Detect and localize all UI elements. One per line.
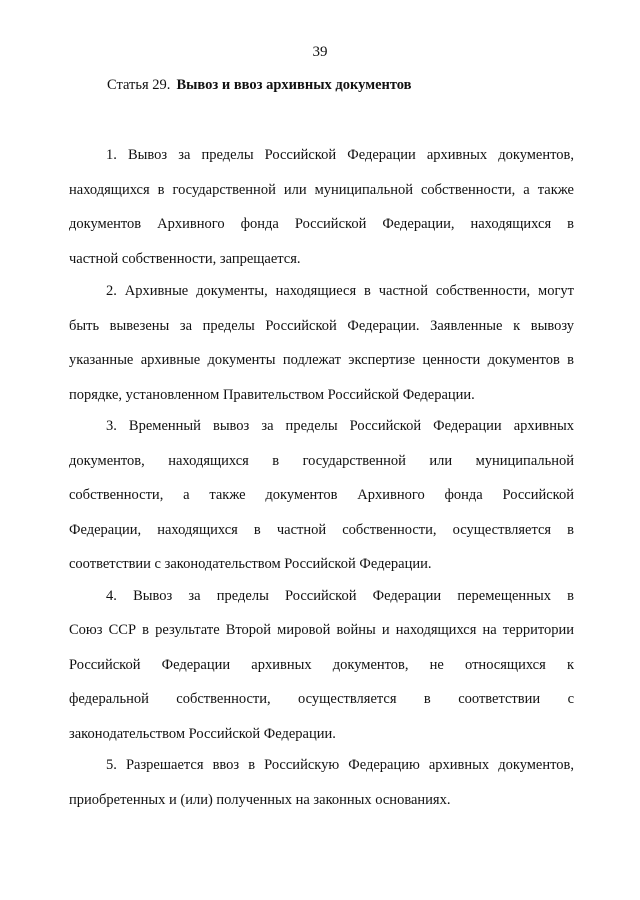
paragraph-3 <box>69 409 574 582</box>
paragraph-line: приобретенных и (или) полученных на законных основаниях. <box>69 791 451 808</box>
paragraph-line: 1. Вывоз за пределы Российской Федерации архивных документов, <box>106 147 574 163</box>
paragraph-line: 3. Временный вывоз за пределы Российской Федерации архивных <box>106 418 574 434</box>
paragraph-line: федеральной собственности, осуществляется в соответствии с <box>69 691 574 707</box>
paragraph-line: находящихся в государственной или муниципальной собственности, а также <box>69 181 574 198</box>
paragraph-line: Российской Федерации архивных документов, не относящихся к <box>69 656 574 673</box>
paragraph-1 <box>69 138 574 276</box>
paragraph-line: указанные архивные документы подлежат экспертизе ценности документов в <box>69 352 574 368</box>
paragraph-4 <box>69 579 574 752</box>
paragraph-line: 2. Архивные документы, находящиеся в частной собственности, могут <box>106 283 574 299</box>
paragraph-line: Федерации, находящихся в частной собственности, осуществляется в <box>69 521 574 538</box>
article-title: Вывоз и ввоз архивных документов <box>176 77 412 93</box>
paragraph-line: документов Архивного фонда Российской Федерации, находящихся в <box>69 216 574 232</box>
paragraph-line: законодательством Российской Федерации. <box>69 725 336 742</box>
paragraph-line: документов, находящихся в государственной или муниципальной <box>69 452 574 469</box>
paragraph-line: частной собственности, запрещается. <box>69 250 301 267</box>
article-label: Статья 29. <box>107 77 171 93</box>
paragraph-line: порядке, установленном Правительством Российской Федерации. <box>69 386 475 403</box>
paragraph-line: 4. Вывоз за пределы Российской Федерации перемещенных в <box>106 587 574 604</box>
paragraph-line: Союз ССР в результате Второй мировой войны и находящихся на территории <box>69 622 574 638</box>
article-body <box>69 138 574 817</box>
page-number: 39 <box>312 44 328 60</box>
paragraph-line: соответствии с законодательством Российской Федерации. <box>69 556 432 572</box>
paragraph-5 <box>69 748 574 817</box>
paragraph-line: собственности, а также документов Архивного фонда Российской <box>69 487 574 503</box>
paragraph-line: быть вывезены за пределы Российской Федерации. Заявленные к вывозу <box>69 317 574 334</box>
paragraph-2 <box>69 274 574 412</box>
article-heading <box>107 77 412 94</box>
paragraph-line: 5. Разрешается ввоз в Российскую Федерацию архивных документов, <box>106 757 574 773</box>
